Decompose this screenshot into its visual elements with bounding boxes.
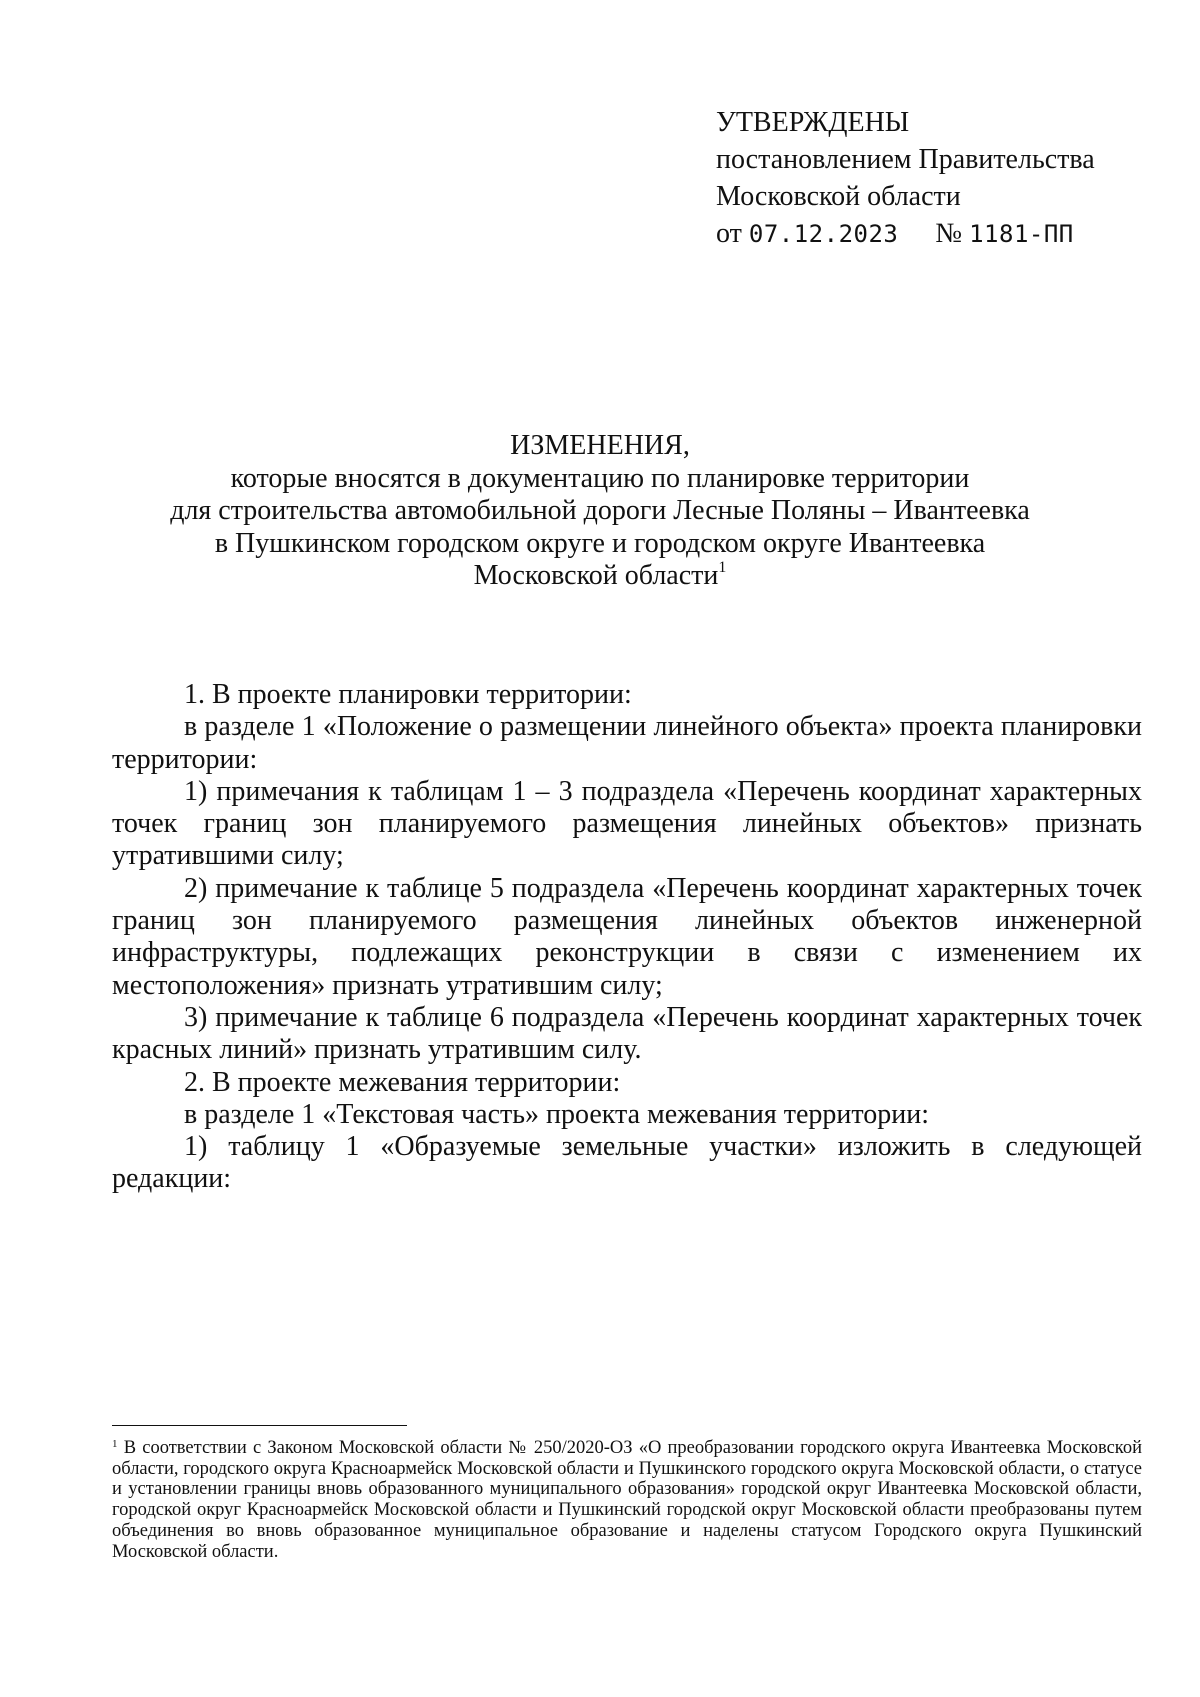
footnote-mark: 1 (112, 1438, 118, 1450)
paragraph-4: 2) примечание к таблице 5 подраздела «Перечень координат характерных точек границ зон планируемого размещения линейных объектов инженерной инфраструктуры, подлежащих реконструкции в связи с изменением их местоположения» признать утратившим силу; (112, 872, 1142, 1001)
approval-issuer: постановлением Правительства (716, 144, 1095, 175)
title-line-4 (130, 560, 1070, 593)
approval-heading: УТВЕРЖДЕНЫ (716, 107, 910, 138)
paragraph-5: 3) примечание к таблице 6 подраздела «Перечень координат характерных точек красных линий» признать утратившим силу. (112, 1001, 1142, 1066)
approval-date: 07.12.2023 (748, 220, 899, 248)
paragraph-3: 1) примечания к таблицам 1 – 3 подраздела «Перечень координат характерных точек границ зон планируемого размещения линейных объектов» признать утратившими силу; (112, 775, 1142, 872)
decree-number: 1181-ПП (969, 220, 1074, 248)
footnote-reference: 1 (718, 559, 727, 576)
paragraph-6: 2. В проекте межевания территории: (184, 1066, 621, 1098)
footnote (112, 1438, 1142, 1562)
title-line-2: для строительства автомобильной дороги Лесные Поляны – Ивантеевка (170, 495, 1030, 526)
document-title (130, 430, 1070, 593)
paragraph-8: 1) таблицу 1 «Образуемые земельные участки» изложить в следующей редакции: (112, 1131, 1142, 1195)
approval-date-line (716, 215, 1095, 253)
paragraph-7: в разделе 1 «Текстовая часть» проекта межевания территории: (184, 1098, 929, 1130)
approval-stamp (716, 104, 1095, 253)
paragraph-1: 1. В проекте планировки территории: (184, 679, 632, 710)
footnote-text: В соответствии с Законом Московской области № 250/2020-ОЗ «О преобразовании городского округа Ивантеевка Московской области, городского округа Красноармейск Московской области и Пушкинского городского округа Московской области, о статусе и установлении границы вновь образованного муниципального образования» городской округ Ивантеевка Московской области, городской округ Красноармейск Московской области и Пушкинский городской округ Московской области преобразованы путем объединения во вновь образованное муниципальное образование и наделены статусом Городского округа Пушкинский Московской области. (112, 1438, 1142, 1562)
footnote-separator (112, 1425, 407, 1426)
title-line-4-text: Московской области (473, 560, 719, 591)
title-heading: ИЗМЕНЕНИЯ, (510, 430, 690, 461)
number-sign: № (935, 218, 963, 249)
title-line-1: которые вносятся в документацию по планировке территории (230, 462, 970, 494)
paragraph-2: в разделе 1 «Положение о размещении линейного объекта» проекта планировки территории: (112, 711, 1142, 775)
date-prefix: от (716, 218, 742, 249)
document-body (112, 679, 1142, 1196)
approval-region: Московской области (716, 181, 961, 212)
title-line-3: в Пушкинском городском округе и городском округе Ивантеевка (214, 527, 986, 559)
